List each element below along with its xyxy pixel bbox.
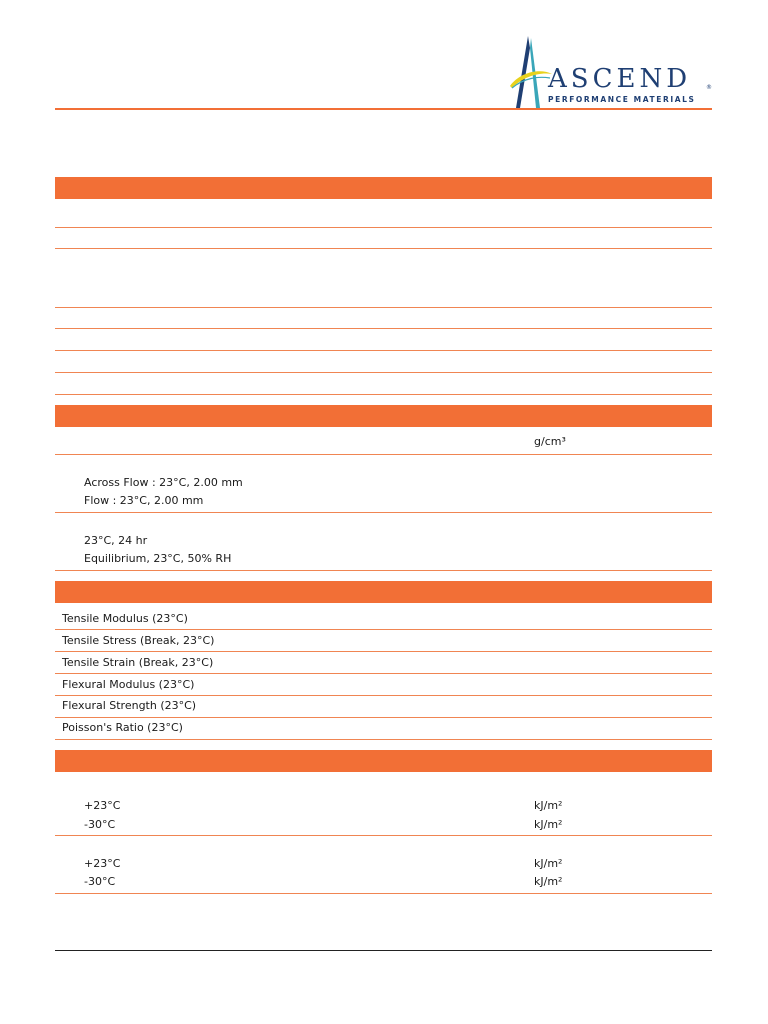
row-divider (55, 673, 712, 674)
footer-divider (55, 950, 712, 951)
absorption-24hr: 23°C, 24 hr (84, 534, 148, 547)
row-divider (55, 651, 712, 652)
section-band-general (55, 177, 712, 199)
registered-mark: ® (706, 84, 712, 91)
mech-row-label: Tensile Stress (Break, 23°C) (62, 634, 215, 647)
header-divider (55, 108, 712, 110)
row-divider (55, 372, 712, 373)
section-band-mechanical (55, 581, 712, 603)
row-divider (55, 717, 712, 718)
ascend-a-mark-icon (506, 34, 554, 110)
row-divider (55, 328, 712, 329)
row-divider (55, 394, 712, 395)
density-unit: g/cm³ (534, 435, 566, 448)
mech-row-label: Flexural Modulus (23°C) (62, 678, 195, 691)
row-divider (55, 695, 712, 696)
row-divider (55, 835, 712, 836)
row-divider (55, 570, 712, 571)
shrinkage-flow: Flow : 23°C, 2.00 mm (84, 494, 204, 507)
impact-condition: -30°C (84, 875, 116, 888)
row-divider (55, 350, 712, 351)
impact-unit: kJ/m² (534, 799, 563, 812)
mech-row-label: Tensile Modulus (23°C) (62, 612, 188, 625)
brand-name: ASCEND (548, 64, 692, 94)
impact-condition: +23°C (84, 799, 121, 812)
row-divider (55, 248, 712, 249)
row-divider (55, 629, 712, 630)
row-divider (55, 512, 712, 513)
impact-unit: kJ/m² (534, 857, 563, 870)
brand-tagline: PERFORMANCE MATERIALS (548, 95, 696, 104)
row-divider (55, 739, 712, 740)
section-band-impact (55, 750, 712, 772)
mech-row-label: Flexural Strength (23°C) (62, 699, 197, 712)
impact-condition: +23°C (84, 857, 121, 870)
row-divider (55, 307, 712, 308)
row-divider (55, 893, 712, 894)
impact-unit: kJ/m² (534, 875, 563, 888)
row-divider (55, 454, 712, 455)
absorption-equilibrium: Equilibrium, 23°C, 50% RH (84, 552, 232, 565)
section-band-physical (55, 405, 712, 427)
mech-row-label: Tensile Strain (Break, 23°C) (62, 656, 214, 669)
mech-row-label: Poisson's Ratio (23°C) (62, 721, 183, 734)
impact-condition: -30°C (84, 818, 116, 831)
row-divider (55, 227, 712, 228)
impact-unit: kJ/m² (534, 818, 563, 831)
shrinkage-across-flow: Across Flow : 23°C, 2.00 mm (84, 476, 243, 489)
